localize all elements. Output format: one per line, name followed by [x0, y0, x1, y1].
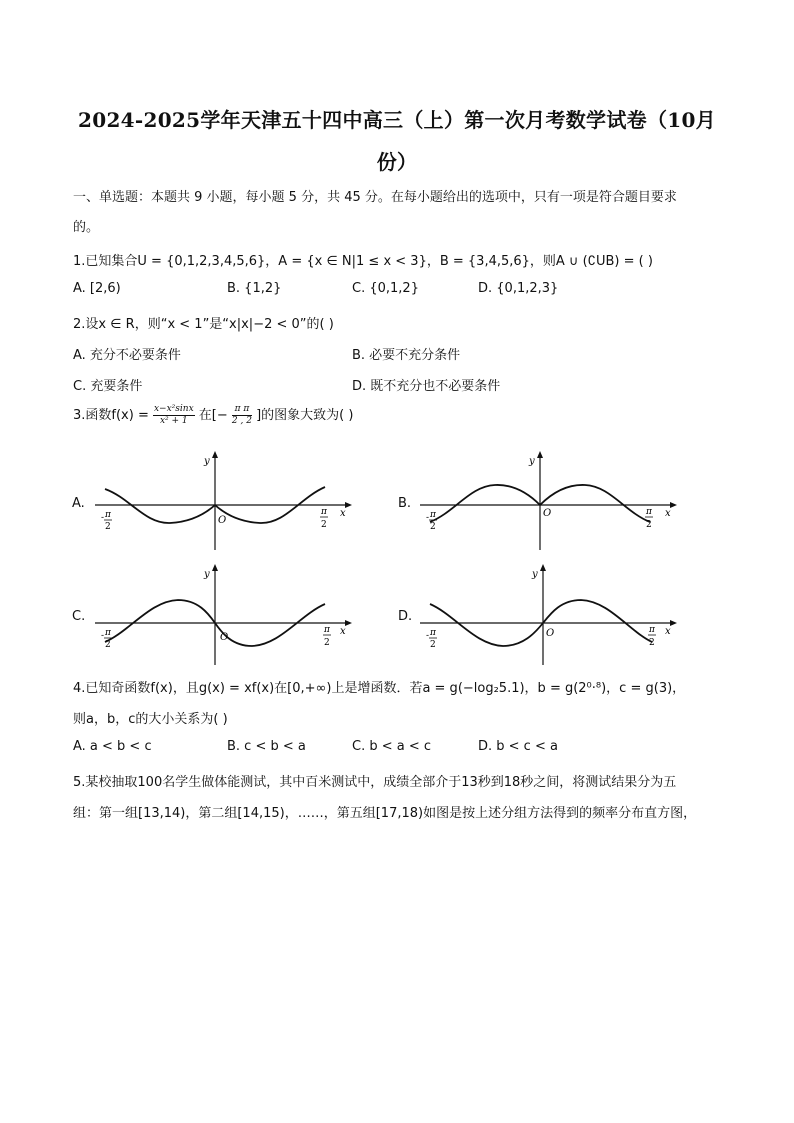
- graph-d-origin: O: [546, 628, 555, 639]
- graph-b-left-minus: -: [426, 513, 430, 523]
- graph-c: [90, 563, 360, 668]
- graph-a-origin: O: [218, 515, 227, 526]
- graph-b-y-label: y: [529, 456, 535, 467]
- graph-c-right-tick: π: [324, 625, 330, 635]
- q1-stem: 1.已知集合U = {0,1,2,3,4,5,6}，A = {x ∈ N|1 ≤ x < 3}，B = {3,4,5,6}，则A ∪ (∁UB) = ( ): [73, 254, 653, 269]
- graph-d-label: D.: [398, 609, 413, 624]
- graph-d-y-arrow: [540, 564, 546, 571]
- graph-d-x-label: x: [665, 626, 671, 637]
- graph-a-label: A.: [72, 496, 85, 511]
- graph-d-right-den: 2: [649, 638, 655, 648]
- q4-option-b: B. c < b < a: [227, 739, 306, 754]
- q2-option-d: D. 既不充分也不必要条件: [352, 379, 501, 394]
- graph-a-left-tick: π: [105, 510, 111, 520]
- graph-a-right-tick: π: [321, 507, 327, 517]
- q3-stem-suffix: ]的图象大致为( ): [256, 408, 354, 423]
- graph-a-right-den: 2: [321, 520, 327, 530]
- graph-c-y-label: y: [204, 569, 210, 580]
- section-heading-line2: 的。: [73, 220, 100, 235]
- q3-interval-fraction: [232, 404, 252, 427]
- exam-title-line2: 份）: [376, 150, 418, 174]
- graph-d-left-den: 2: [430, 640, 436, 650]
- graph-a-x-arrow: [345, 502, 352, 508]
- q1-option-a: A. [2,6): [73, 281, 121, 296]
- graph-b-right-den: 2: [646, 520, 652, 530]
- q2-option-b: B. 必要不充分条件: [352, 348, 461, 363]
- graph-a-left-minus: -: [101, 513, 105, 523]
- section-heading-line1: 一、单选题：本题共 9 小题，每小题 5 分，共 45 分。在每小题给出的选项中，只有一项是符合题目要求: [73, 190, 677, 205]
- graph-b-x-label: x: [665, 508, 671, 519]
- q3-function-fraction: [153, 404, 195, 427]
- q1-option-b: B. {1,2}: [227, 281, 282, 296]
- graph-a-y-arrow: [212, 451, 218, 458]
- q4-option-d: D. b < c < a: [478, 739, 558, 754]
- graph-b-right-tick: π: [646, 507, 652, 517]
- q5-stem-line1: 5.某校抽取100名学生做体能测试，其中百米测试中，成绩全部介于13秒到18秒之间，将测试结果分为五: [73, 775, 677, 790]
- q2-stem: 2.设x ∈ R，则“x < 1”是“x|x|−2 < 0”的( ): [73, 317, 334, 332]
- graph-d-y-label: y: [532, 569, 538, 580]
- graph-b-y-arrow: [537, 451, 543, 458]
- q3-fraction-numerator: x−x²sinx: [153, 404, 194, 414]
- graph-a-left-den: 2: [105, 522, 111, 532]
- q3-interval-denominator: 2 , 2: [231, 416, 252, 426]
- graph-b-origin: O: [543, 508, 552, 519]
- graph-d-right-tick: π: [649, 625, 655, 635]
- q2-option-a: A. 充分不必要条件: [73, 348, 181, 363]
- graph-b-left-tick: π: [430, 510, 436, 520]
- q4-stem-line2: 则a，b，c的大小关系为( ): [73, 712, 228, 727]
- q3-interval-numerator: π π: [232, 404, 252, 416]
- graph-a-x-label: x: [340, 508, 346, 519]
- q5-stem-line2: 组：第一组[13,14)，第二组[14,15)，……，第五组[17,18)如图是按上述分组方法得到的频率分布直方图，: [73, 806, 697, 821]
- graph-c-left-tick: π: [105, 628, 111, 638]
- graph-c-label: C.: [72, 609, 86, 624]
- graph-c-left-minus: -: [101, 631, 105, 641]
- q4-stem: 4.已知奇函数f(x)，且g(x) = xf(x)在[0,+∞)上是增函数．若a = g(−log₂5.1)，b = g(2⁰·⁸)，c = g(3)，: [73, 681, 686, 696]
- q3-stem-prefix: 3.函数f(x) =: [73, 408, 153, 423]
- graph-c-origin: O: [220, 632, 229, 643]
- q4-option-a: A. a < b < c: [73, 739, 152, 754]
- graph-c-right-den: 2: [324, 638, 330, 648]
- graph-b-label: B.: [398, 496, 412, 511]
- graph-c-x-arrow: [345, 620, 352, 626]
- graph-d-left-tick: π: [430, 628, 436, 638]
- q3-stem: [73, 404, 353, 427]
- q3-stem-mid: 在[−: [198, 408, 228, 423]
- graph-b-x-arrow: [670, 502, 677, 508]
- graph-d-left-minus: -: [426, 631, 430, 641]
- q2-option-c: C. 充要条件: [73, 379, 143, 394]
- graph-d-x-arrow: [670, 620, 677, 626]
- graph-c-x-label: x: [340, 626, 346, 637]
- exam-title-line1: 2024-2025学年天津五十四中高三（上）第一次月考数学试卷（10月: [78, 108, 716, 132]
- graph-c-y-arrow: [212, 564, 218, 571]
- graph-d: [415, 563, 685, 668]
- q4-option-c: C. b < a < c: [352, 739, 432, 754]
- graph-a: [90, 450, 360, 555]
- graph-c-left-den: 2: [105, 640, 111, 650]
- q1-option-d: D. {0,1,2,3}: [478, 281, 559, 296]
- q3-fraction-denominator: x² + 1: [159, 416, 188, 426]
- graph-b-left-den: 2: [430, 522, 436, 532]
- q1-option-c: C. {0,1,2}: [352, 281, 419, 296]
- graph-a-y-label: y: [204, 456, 210, 467]
- graph-b: [415, 450, 685, 555]
